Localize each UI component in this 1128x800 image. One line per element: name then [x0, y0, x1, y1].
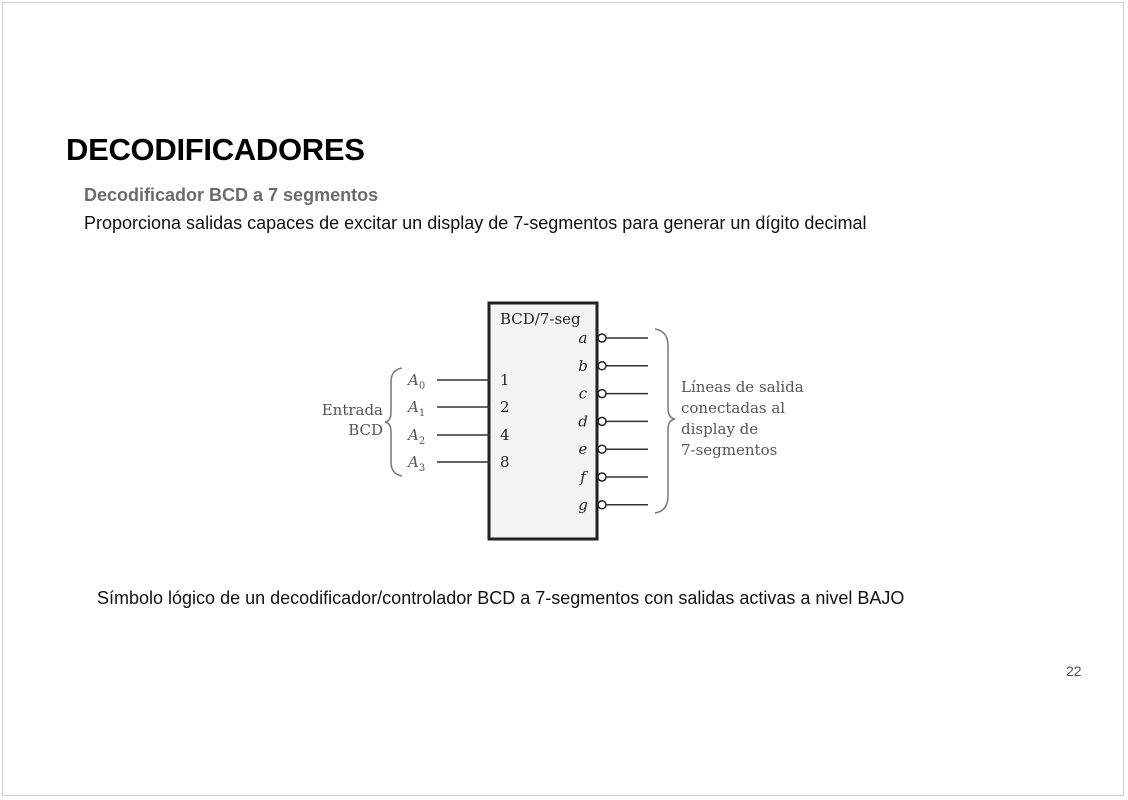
- input-label-3: $A_3$: [408, 453, 426, 474]
- output-group-label-line-3: 7-segmentos: [681, 441, 778, 459]
- slide-subtitle: Decodificador BCD a 7 segmentos: [84, 185, 379, 205]
- output-group-label: [681, 378, 804, 459]
- output-group-label-line-1: conectadas al: [681, 399, 786, 417]
- diagram-caption: Símbolo lógico de un decodificador/controlador BCD a 7-segmentos con salidas activas a nivel BAJO: [97, 588, 905, 608]
- output-bubble-f: [598, 473, 606, 481]
- output-label-g: g: [578, 495, 588, 514]
- slide-description: Proporciona salidas capaces de excitar un display de 7-segmentos para generar un dígito decimal: [84, 213, 867, 233]
- output-bubble-c: [598, 390, 606, 398]
- output-group-label-line-2: display de: [681, 420, 759, 438]
- input-weight-2: 4: [500, 426, 510, 444]
- input-weight-0: 1: [500, 371, 510, 389]
- output-label-f: f: [580, 468, 586, 486]
- input-label-2: $A_2$: [408, 426, 426, 447]
- output-bubble-g: [598, 501, 606, 509]
- output-bubble-e: [598, 445, 606, 453]
- output-label-a: a: [578, 329, 588, 347]
- output-label-c: c: [578, 384, 588, 403]
- output-bubble-d: [598, 417, 606, 425]
- output-label-d: d: [578, 412, 588, 431]
- slide-title: DECODIFICADORES: [66, 132, 365, 167]
- output-brace: [655, 329, 675, 513]
- input-label-1: $A_1$: [408, 398, 426, 419]
- output-label-e: e: [578, 440, 588, 459]
- output-bubble-a: [598, 334, 606, 342]
- output-group-label-line-0: Líneas de salida: [681, 378, 804, 396]
- input-weight-3: 8: [500, 453, 510, 471]
- input-group-label-line1: Entrada: [321, 401, 383, 419]
- page-number: 22: [1066, 663, 1082, 679]
- output-label-b: b: [578, 356, 588, 375]
- output-bubble-b: [598, 362, 606, 370]
- input-label-0: $A_0$: [408, 371, 426, 392]
- input-brace: [385, 368, 402, 476]
- input-weight-1: 2: [500, 398, 510, 416]
- input-group-label-line2: BCD: [348, 421, 383, 439]
- block-label: BCD/7-seg: [500, 310, 581, 328]
